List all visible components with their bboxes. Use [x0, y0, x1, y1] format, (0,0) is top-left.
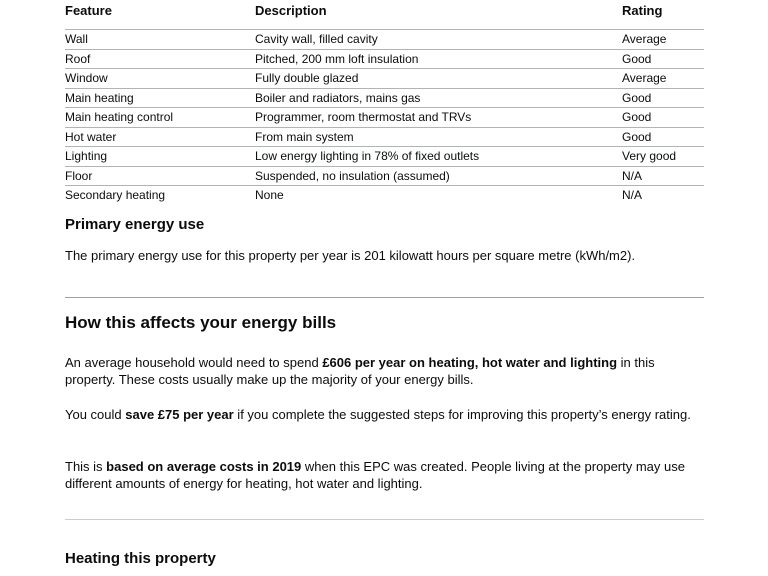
feature-cell: Secondary heating [65, 188, 166, 203]
table-header-row [65, 0, 704, 30]
energy-bills-paragraph-2: You could save £75 per year if you complete the suggested steps for improving this property’s energy rating. [65, 407, 691, 422]
primary-energy-heading: Primary energy use [65, 216, 205, 233]
costs-basis-highlight: based on average costs in 2019 [106, 459, 302, 474]
feature-cell: Main heating control [65, 108, 255, 128]
feature-cell: Lighting [65, 147, 255, 167]
energy-bills-heading: How this affects your energy bills [65, 313, 337, 332]
rating-cell: Good [622, 88, 704, 108]
energy-bills-paragraph-3: This is based on average costs in 2019 when this EPC was created. People living at the property may use different amounts of energy for heating, hot water and lighting. [65, 459, 685, 491]
feature-cell: Roof [65, 49, 255, 69]
description-cell: Pitched, 200 mm loft insulation [255, 49, 622, 69]
section-divider [65, 297, 704, 298]
feature-cell: Main heating [65, 88, 255, 108]
savings-highlight: save £75 per year [125, 407, 234, 422]
table-row [65, 186, 704, 205]
rating-cell: Average [622, 69, 704, 89]
description-cell: From main system [255, 127, 622, 147]
features-table [65, 0, 704, 205]
column-header-feature: Feature [65, 0, 255, 30]
feature-cell: Wall [65, 30, 255, 50]
description-cell: Programmer, room thermostat and TRVs [255, 108, 622, 128]
description-cell: Fully double glazed [255, 69, 622, 89]
rating-cell: N/A [622, 166, 704, 186]
feature-cell: Hot water [65, 127, 255, 147]
feature-cell: Window [65, 69, 255, 89]
description-cell: Boiler and radiators, mains gas [255, 88, 622, 108]
description-cell: None [255, 188, 284, 203]
column-header-description: Description [255, 0, 622, 30]
table-row [65, 166, 704, 186]
table-row [65, 127, 704, 147]
rating-cell: N/A [622, 188, 643, 203]
epc-page [65, 0, 704, 567]
rating-cell: Average [622, 30, 704, 50]
table-row [65, 49, 704, 69]
table-row [65, 69, 704, 89]
column-header-rating: Rating [622, 0, 704, 30]
primary-energy-text: The primary energy use for this property per year is 201 kilowatt hours per square metre (kWh/m2). [65, 248, 636, 263]
table-row [65, 30, 704, 50]
table-row [65, 108, 704, 128]
table-row [65, 88, 704, 108]
rating-cell: Good [622, 49, 704, 69]
table-row [65, 147, 704, 167]
annual-cost-highlight: £606 per year on heating, hot water and lighting [322, 355, 618, 370]
description-cell: Cavity wall, filled cavity [255, 30, 622, 50]
rating-cell: Good [622, 108, 704, 128]
description-cell: Low energy lighting in 78% of fixed outlets [255, 147, 622, 167]
rating-cell: Very good [622, 147, 704, 167]
section-divider [65, 519, 704, 520]
description-cell: Suspended, no insulation (assumed) [255, 166, 622, 186]
energy-bills-paragraph-1: An average household would need to spend £606 per year on heating, hot water and lighting in this property. These costs usually make up the majority of your energy bills. [65, 355, 655, 387]
feature-cell: Floor [65, 166, 255, 186]
heating-heading: Heating this property [65, 550, 216, 567]
rating-cell: Good [622, 127, 704, 147]
